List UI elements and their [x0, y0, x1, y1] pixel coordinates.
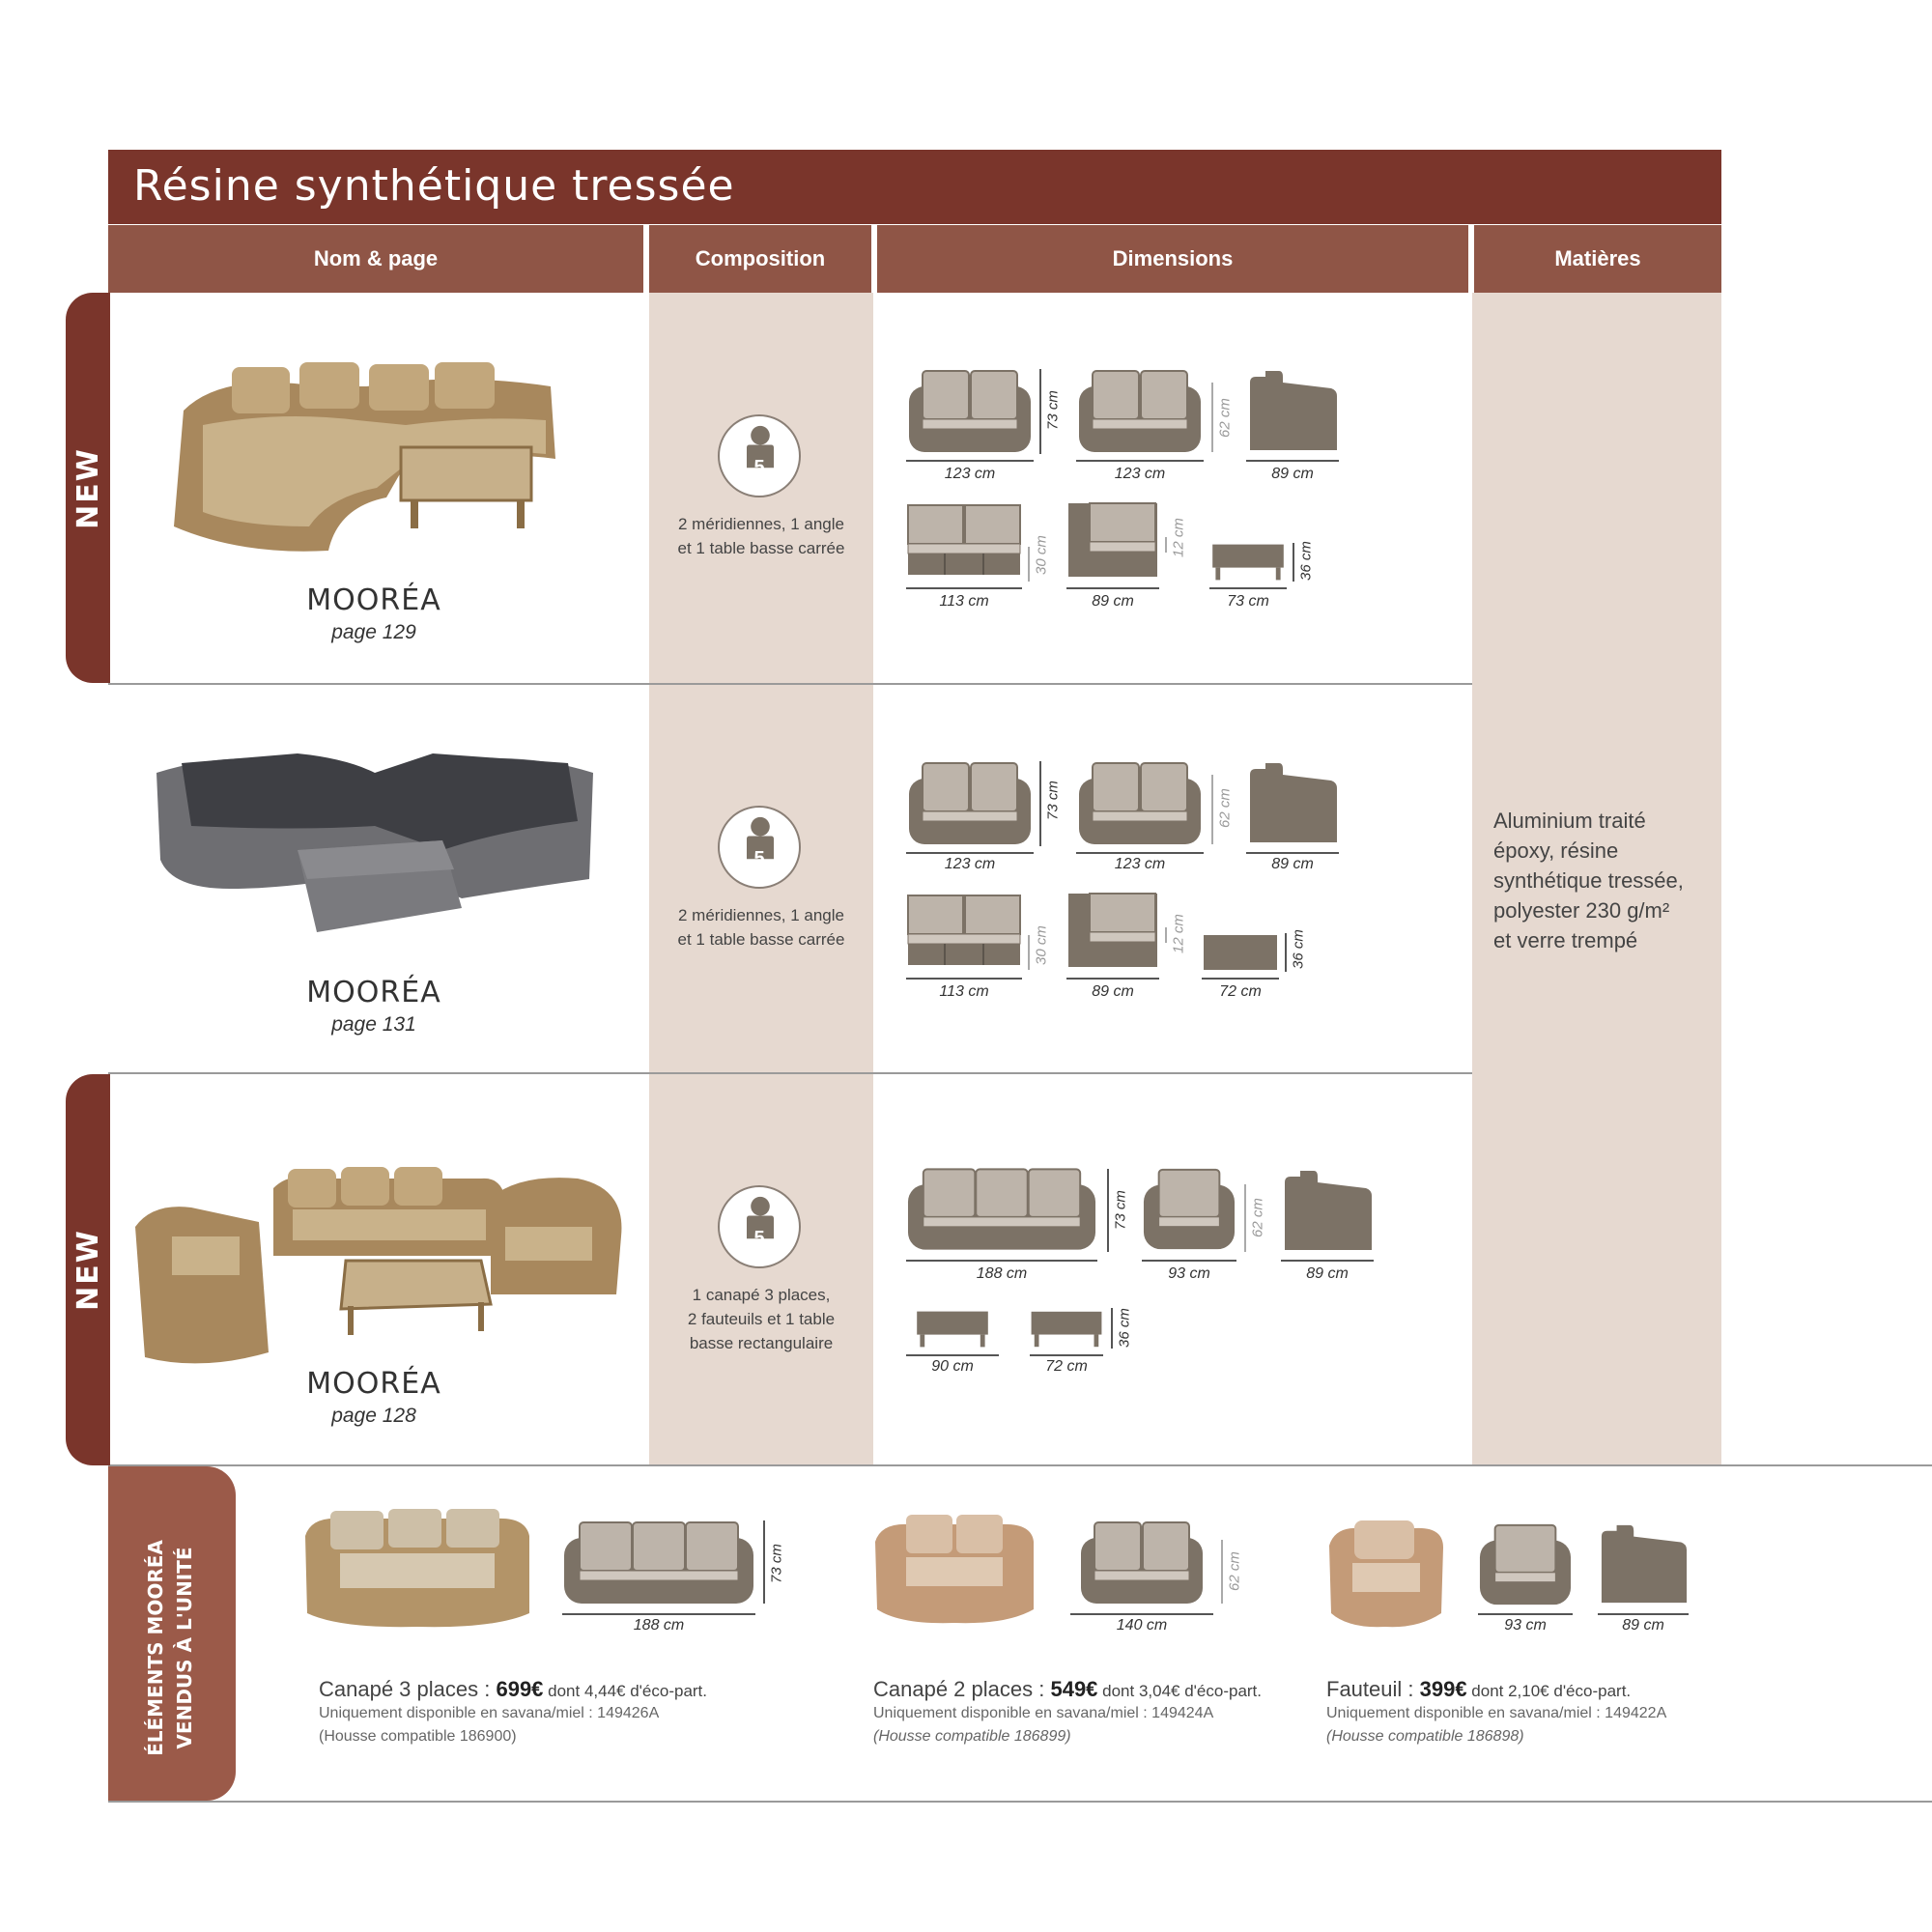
- dim-line: [1030, 1354, 1103, 1356]
- dim-line: [1281, 1260, 1374, 1262]
- new-badge: [66, 1074, 110, 1465]
- dim-depth-label: 89 cm: [1271, 466, 1314, 482]
- dim-width-label: 73 cm: [1227, 593, 1269, 610]
- col-header-materials: Matières: [1474, 225, 1721, 293]
- composition-text: 2 méridiennes, 1 angle et 1 table basse carrée: [677, 906, 845, 949]
- dim-height-label: 62 cm: [1226, 1551, 1243, 1591]
- dim-line: [1076, 852, 1204, 854]
- materials-text: Aluminium traité époxy, résine synthétique tressée, polyester 230 g/m² et verre trempé: [1493, 809, 1684, 952]
- product-image-canape-2-places: [871, 1513, 1037, 1627]
- availability-text: Uniquement disponible en savana/miel : 149426A: [319, 1705, 660, 1721]
- dim-height-label: 30 cm: [1033, 925, 1050, 965]
- dim-height-label: 62 cm: [1216, 788, 1234, 828]
- price-line: Canapé 3 places : 699€ dont 4,44€ d'éco-part.: [319, 1677, 708, 1701]
- dim-depth-label: 89 cm: [1622, 1617, 1664, 1634]
- diagram-meridienne-left: [906, 369, 1034, 454]
- dim-width-label: 93 cm: [1504, 1617, 1547, 1634]
- diagram-table: [1209, 543, 1287, 582]
- dim-line: [1076, 460, 1204, 462]
- diagram-sofa-3-places: [906, 1167, 1097, 1252]
- product-name: MOORÉA: [306, 583, 441, 617]
- diagram-table-large: [906, 1310, 999, 1349]
- diagram-front-view: [906, 498, 1022, 582]
- dim-width-label: 93 cm: [1168, 1265, 1210, 1282]
- diagram-side-view: [1246, 369, 1339, 452]
- dim-line: [906, 460, 1034, 462]
- dim-line: [906, 587, 1022, 589]
- seat-count-badge: [718, 806, 801, 889]
- dim-depth-label: 89 cm: [1306, 1265, 1349, 1282]
- diagram-front-view: [906, 889, 1022, 972]
- product-image-moorea-corner-natural: [164, 333, 570, 555]
- diagram-fauteuil: [1478, 1522, 1573, 1607]
- availability-text: Uniquement disponible en savana/miel : 149422A: [1326, 1705, 1667, 1721]
- dim-line: [1066, 587, 1159, 589]
- new-badge: [66, 293, 110, 683]
- dim-height-label: 62 cm: [1216, 398, 1234, 438]
- composition-text: 2 méridiennes, 1 angle et 1 table basse carrée: [677, 515, 845, 557]
- dim-line: [1142, 1260, 1236, 1262]
- dim-width-label: 113 cm: [939, 983, 989, 1000]
- dim-height-label: 12 cm: [1170, 518, 1187, 557]
- dim-line: [562, 1613, 755, 1615]
- dim-line: [1285, 933, 1287, 972]
- dim-line: [1107, 1169, 1109, 1252]
- dim-height-label: 73 cm: [1044, 390, 1062, 430]
- dim-line: [1209, 587, 1287, 589]
- diagram-side-view: [1246, 761, 1339, 844]
- page-title: Résine synthétique tressée: [133, 161, 735, 211]
- seat-count: 5: [753, 848, 765, 869]
- diagram-corner-view: [1066, 498, 1159, 582]
- dim-width-label: 89 cm: [1092, 593, 1134, 610]
- price: 549€: [1050, 1677, 1098, 1701]
- unit-elements-tab-label: ÉLÉMENTS MOORÉA VENDUS À L'UNITÉ: [144, 1540, 196, 1756]
- product-image-fauteuil: [1325, 1517, 1447, 1631]
- dim-line: [1165, 537, 1167, 553]
- cover-text: (Housse compatible 186900): [319, 1728, 517, 1745]
- seat-count: 5: [753, 1228, 765, 1249]
- dim-line: [1211, 383, 1213, 452]
- dim-line: [1111, 1308, 1113, 1349]
- dim-height-label: 30 cm: [1033, 535, 1050, 575]
- dim-line: [1039, 369, 1041, 454]
- new-badge-label: NEW: [71, 446, 105, 529]
- dim-line: [1165, 927, 1167, 943]
- dim-width-label: 188 cm: [976, 1265, 1028, 1282]
- dim-line: [1028, 935, 1030, 970]
- product-page[interactable]: page 128: [331, 1405, 416, 1427]
- dim-width-label: 90 cm: [931, 1358, 974, 1375]
- product-name: MOORÉA: [306, 1367, 441, 1401]
- composition-text: 1 canapé 3 places, 2 fauteuils et 1 table basse rectangulaire: [687, 1286, 836, 1352]
- product-image-moorea-corner-grey: [153, 734, 597, 956]
- product-image-moorea-sofa-set: [133, 1150, 626, 1372]
- dim-line: [1039, 761, 1041, 846]
- dim-height-label: 73 cm: [1112, 1190, 1129, 1230]
- row-divider: [108, 1072, 1472, 1074]
- diagram-meridienne-right: [1076, 761, 1204, 846]
- diagram-side-view: [1598, 1522, 1689, 1605]
- dim-height-label: 62 cm: [1249, 1198, 1266, 1237]
- dim-line: [1244, 1184, 1246, 1252]
- dim-line: [1221, 1540, 1223, 1604]
- diagram-meridienne-left: [906, 761, 1034, 846]
- seat-count-badge: [718, 414, 801, 497]
- dim-width-label: 113 cm: [939, 593, 989, 610]
- price: 399€: [1419, 1677, 1467, 1701]
- product-image-canape-3-places: [301, 1507, 533, 1634]
- cover-text: (Housse compatible 186899): [873, 1728, 1071, 1745]
- new-badge-label: NEW: [71, 1229, 105, 1311]
- row-divider: [108, 1464, 1932, 1466]
- dim-width-label: 140 cm: [1116, 1617, 1168, 1634]
- dim-line: [1202, 978, 1279, 980]
- dim-width-label: 123 cm: [1114, 856, 1166, 872]
- dim-line: [906, 978, 1022, 980]
- dim-line: [1246, 852, 1339, 854]
- dim-width-label: 89 cm: [1092, 983, 1134, 1000]
- dim-line: [906, 852, 1034, 854]
- dim-height-label: 12 cm: [1170, 914, 1187, 953]
- diagram-canape-3-places: [562, 1520, 755, 1605]
- product-page[interactable]: page 131: [331, 1013, 416, 1036]
- dim-height-label: 36 cm: [1297, 541, 1315, 581]
- row-divider: [108, 683, 1472, 685]
- dim-height-label: 73 cm: [768, 1544, 785, 1583]
- cover-text: (Housse compatible 186898): [1326, 1728, 1524, 1745]
- dim-height-label: 73 cm: [1044, 781, 1062, 820]
- diagram-side-view: [1281, 1169, 1374, 1252]
- dim-line: [1066, 978, 1159, 980]
- diagram-fauteuil: [1142, 1167, 1236, 1252]
- availability-text: Uniquement disponible en savana/miel : 149424A: [873, 1705, 1214, 1721]
- dim-width-label: 123 cm: [944, 856, 996, 872]
- product-name: MOORÉA: [306, 976, 441, 1009]
- dim-line: [1070, 1613, 1213, 1615]
- dim-line: [763, 1520, 765, 1604]
- diagram-table: [1202, 933, 1279, 972]
- seat-count-badge: [718, 1185, 801, 1268]
- col-header-dimensions: Dimensions: [877, 225, 1468, 293]
- diagram-table-small: [1030, 1310, 1103, 1349]
- price-line: Fauteuil : 399€ dont 2,10€ d'éco-part.: [1326, 1677, 1632, 1701]
- price: 699€: [496, 1677, 544, 1701]
- seat-count: 5: [753, 457, 765, 478]
- dim-line: [906, 1354, 999, 1356]
- row-divider: [108, 1801, 1932, 1803]
- dim-line: [1478, 1613, 1573, 1615]
- dim-width-label: 72 cm: [1045, 1358, 1088, 1375]
- price-line: Canapé 2 places : 549€ dont 3,04€ d'éco-part.: [873, 1677, 1263, 1701]
- dim-height-label: 36 cm: [1116, 1308, 1133, 1348]
- dim-line: [906, 1260, 1097, 1262]
- dim-line: [1246, 460, 1339, 462]
- dim-width-label: 123 cm: [944, 466, 996, 482]
- dim-width-label: 123 cm: [1114, 466, 1166, 482]
- product-page[interactable]: page 129: [331, 621, 416, 643]
- dim-depth-label: 89 cm: [1271, 856, 1314, 872]
- dim-width-label: 72 cm: [1219, 983, 1262, 1000]
- diagram-canape-2-places: [1070, 1520, 1213, 1605]
- col-header-name: Nom & page: [108, 225, 643, 293]
- diagram-meridienne-right: [1076, 369, 1204, 454]
- dim-width-label: 188 cm: [633, 1617, 685, 1634]
- dim-line: [1598, 1613, 1689, 1615]
- col-header-composition: Composition: [649, 225, 871, 293]
- unit-elements-tab: [108, 1466, 236, 1801]
- diagram-corner-view: [1066, 889, 1159, 972]
- dim-line: [1211, 775, 1213, 844]
- dim-line: [1028, 547, 1030, 582]
- dim-line: [1293, 543, 1294, 582]
- dim-height-label: 36 cm: [1290, 929, 1307, 969]
